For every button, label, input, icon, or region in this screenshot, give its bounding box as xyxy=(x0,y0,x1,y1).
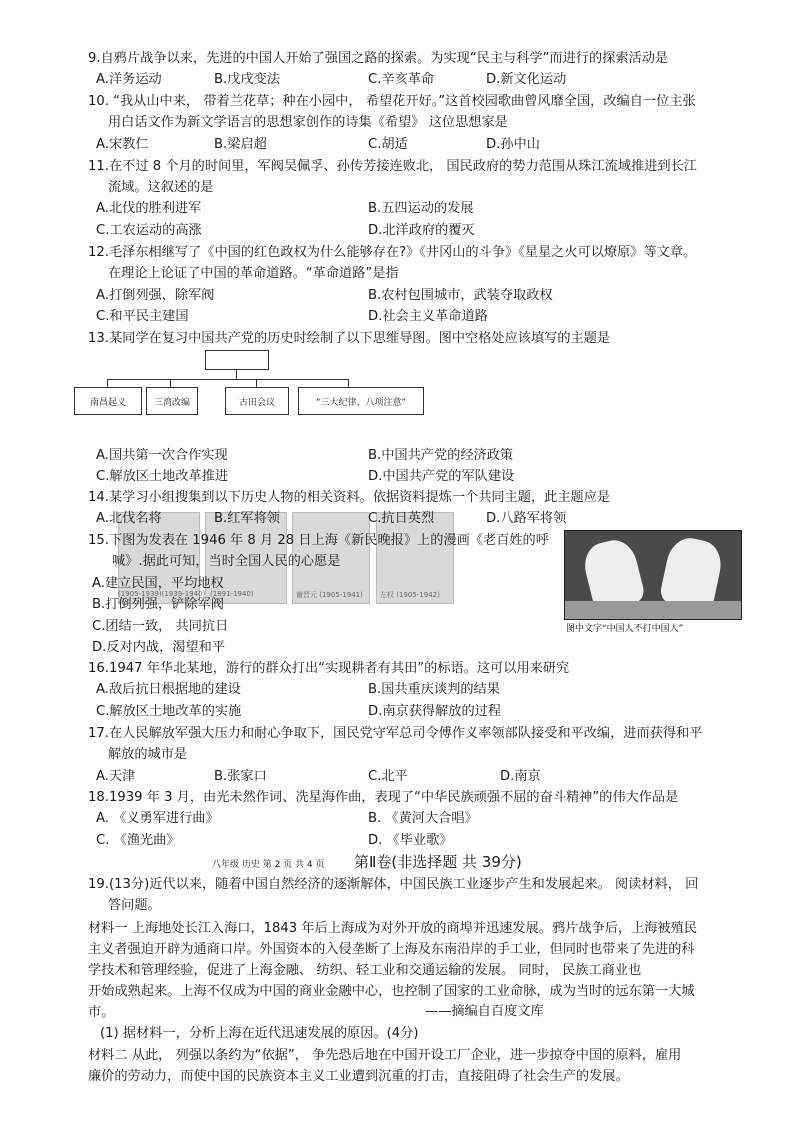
q17-option-a: A.天津 xyxy=(96,769,136,784)
q17-option-b: B.张家口 xyxy=(214,769,267,784)
material-1-source: ——摘编自百度文库 xyxy=(425,1004,544,1019)
q16-option-d: D.南京获得解放的过程 xyxy=(368,704,502,719)
material-2-line-1: 材料二 从此， 列强以条约为“依据”， 争先恐后地在中国开设工厂企业，进一步掠夺中国的原料，雇用 xyxy=(88,1048,682,1063)
q10-option-c: C.胡适 xyxy=(368,137,408,152)
q9-option-b: B.戊戌变法 xyxy=(214,72,280,87)
material-2-line-2: 廉价的劳动力，而使中国的民族资本主义工业遭到沉重的打击，直接阻碍了社会生产的发展。 xyxy=(88,1069,629,1084)
mind-map-root-blank xyxy=(205,350,269,370)
cartoon-crowd xyxy=(565,601,741,619)
q15-option-c: C.团结一致， 共同抗日 xyxy=(92,619,229,634)
q14-stem: 14.某学习小组搜集到以下历史人物的相关资料。依据资料提炼一个共同主题，此主题应是 xyxy=(88,490,611,505)
q13-option-b: B.中国共产党的经济政策 xyxy=(368,448,514,463)
q14-option-c: C.抗日英烈 xyxy=(368,511,435,526)
q17-stem-2: 解放的城市是 xyxy=(108,747,188,762)
q18-option-d: D. 《毕业歌》 xyxy=(368,833,453,848)
q12-stem-1: 12.毛泽东相继写了《中国的红色政权为什么能够存在?》《井冈山的斗争》《星星之火可以燎原》等文章。 xyxy=(88,245,697,260)
q15-option-a: A.建立民国，平均地权 xyxy=(92,576,224,591)
q9-option-c: C.辛亥革命 xyxy=(368,72,435,87)
q17-option-d: D.南京 xyxy=(500,769,541,784)
portrait-caption-4: 左权 (1905-1942) xyxy=(380,591,440,599)
q11-option-c: C.工农运动的高涨 xyxy=(96,223,202,238)
portrait-caption-3: 谢晋元 (1905-1941) xyxy=(296,591,363,599)
q19-subquestion-1: (1) 据材料一，分析上海在近代迅速发展的原因。(4分) xyxy=(100,1026,419,1041)
q14-option-a: A.北伐名将 xyxy=(96,511,162,526)
material-1-line-2: 主义者强迫开辟为通商口岸。外国资本的入侵垄断了上海及东南沿岸的手工业，但同时也带来了先进的科 xyxy=(88,942,695,957)
q15-stem-2: 喊》.据此可知，当时全国人民的心愿是 xyxy=(112,554,341,569)
cartoon-image xyxy=(564,530,742,620)
mind-map-node-4: “三大纪律、八项注意” xyxy=(298,387,424,415)
q19-stem-2: 答问题。 xyxy=(108,898,161,913)
q11-option-b: B.五四运动的发展 xyxy=(368,201,474,216)
q18-option-c: C. 《渔光曲》 xyxy=(96,833,180,848)
section-title: 第Ⅱ卷(非选择题 共 39分) xyxy=(354,853,522,871)
q11-option-d: D.北洋政府的覆灭 xyxy=(368,223,475,238)
q18-option-a: A. 《义勇军进行曲》 xyxy=(96,811,219,826)
q17-option-c: C.北平 xyxy=(368,769,408,784)
material-1-line-5: 市。 xyxy=(88,1005,115,1020)
q15-option-b: B.打倒列强，铲除军阀 xyxy=(92,597,224,612)
cartoon-caption: 图中文字“中国人不打中国人” xyxy=(566,624,684,634)
q10-option-d: D.孙中山 xyxy=(486,137,540,152)
mind-map-node-2: 三湾改编 xyxy=(146,387,198,415)
material-1-line-4: 开始成熟起来。上海不仅成为中国的商业金融中心，也控制了国家的工业命脉，成为当时的远东第一大城 xyxy=(88,984,695,999)
q12-stem-2: 在理论上论证了中国的革命道路。“革命道路”是指 xyxy=(108,266,399,281)
q12-option-a: A.打倒列强，除军阀 xyxy=(96,288,215,303)
q10-option-b: B.梁启超 xyxy=(214,137,267,152)
q17-stem-1: 17.在人民解放军强大压力和耐心争取下，国民党守军总司令傅作义率领部队接受和平改编，进而获得和平 xyxy=(88,726,703,741)
q10-stem-1: 10. “我从山中来， 带着兰花草；种在小园中， 希望花开好。”这首校园歌曲曾风靡全国，改编自一位主张 xyxy=(88,94,696,109)
material-1-line-3: 学技术和管理经验，促进了上海金融、 纺织、轻工业和交通运输的发展。 同时， 民族工商业也 xyxy=(88,963,642,978)
q16-option-a: A.敌后抗日根据地的建设 xyxy=(96,682,241,697)
q11-stem-1: 11.在不过 8 个月的时间里，军阀吴佩孚、孙传芳接连败北， 国民政府的势力范围从珠江流域推进到长江 xyxy=(88,159,697,174)
q16-option-b: B.国共重庆谈判的结果 xyxy=(368,682,500,697)
q10-stem-2: 用白话文作为新文学语言的思想家创作的诗集《希望》 这位思想家是 xyxy=(108,115,508,130)
q16-option-c: C.解放区土地改革的实施 xyxy=(96,704,242,719)
q12-option-d: D.社会主义革命道路 xyxy=(368,309,488,324)
q12-option-c: C.和平民主建国 xyxy=(96,309,189,324)
q9-option-a: A.洋务运动 xyxy=(96,72,162,87)
q11-option-a: A.北伐的胜利进军 xyxy=(96,201,202,216)
q14-option-b: B.红军将领 xyxy=(214,511,280,526)
q9-stem: 9.自鸦片战争以来，先进的中国人开始了强国之路的探索。为实现“民主与科学”而进行的探索活动是 xyxy=(88,51,669,66)
q19-stem-1: 19.(13分)近代以来，随着中国自然经济的逐渐解体，中国民族工业逐步产生和发展起来。 阅读材料， 回 xyxy=(88,877,699,892)
q15-stem-1: 15.下图为发表在 1946 年 8 月 28 日上海《新民晚报》上的漫画《老百姓的呼 xyxy=(88,533,549,548)
q9-option-d: D.新文化运动 xyxy=(486,72,567,87)
q13-option-c: C.解放区土地改革推进 xyxy=(96,469,229,484)
q18-stem: 18.1939 年 3 月，由光未然作词、冼星海作曲，表现了“中华民族顽强不屈的奋斗精神”的伟大作品是 xyxy=(88,790,679,805)
q15-option-d: D.反对内战，渴望和平 xyxy=(92,640,226,655)
q13-stem: 13.某同学在复习中国共产党的历史时绘制了以下思维导图。图中空格处应该填写的主题是 xyxy=(88,331,611,346)
q10-option-a: A.宋教仁 xyxy=(96,137,149,152)
portrait-caption-1: (1905-1939)(1939-1940) xyxy=(118,590,206,598)
q12-option-b: B.农村包围城市，武装夺取政权 xyxy=(368,288,553,303)
q11-stem-2: 流域。这叙述的是 xyxy=(108,180,214,195)
q13-option-a: A.国共第一次合作实现 xyxy=(96,448,228,463)
portrait-caption-2: (1891-1940) xyxy=(210,590,254,598)
q14-option-d: D.八路军将领 xyxy=(486,511,567,526)
mind-map-node-3: 古田会议 xyxy=(225,387,289,415)
q16-stem: 16.1947 年华北某地，游行的群众打出“实现耕者有其田”的标语。这可以用来研究 xyxy=(88,661,570,676)
page-footer: 八年级 历史 第 2 页 共 4 页 xyxy=(212,860,325,870)
mind-map-node-1: 南昌起义 xyxy=(74,387,142,415)
q13-option-d: D.中国共产党的军队建设 xyxy=(368,469,515,484)
q18-option-b: B. 《黄河大合唱》 xyxy=(368,811,478,826)
material-1-line-1: 材料一 上海地处长江入海口，1843 年后上海成为对外开放的商埠并迅速发展。鸦片战争后，上海被殖民 xyxy=(88,921,698,936)
